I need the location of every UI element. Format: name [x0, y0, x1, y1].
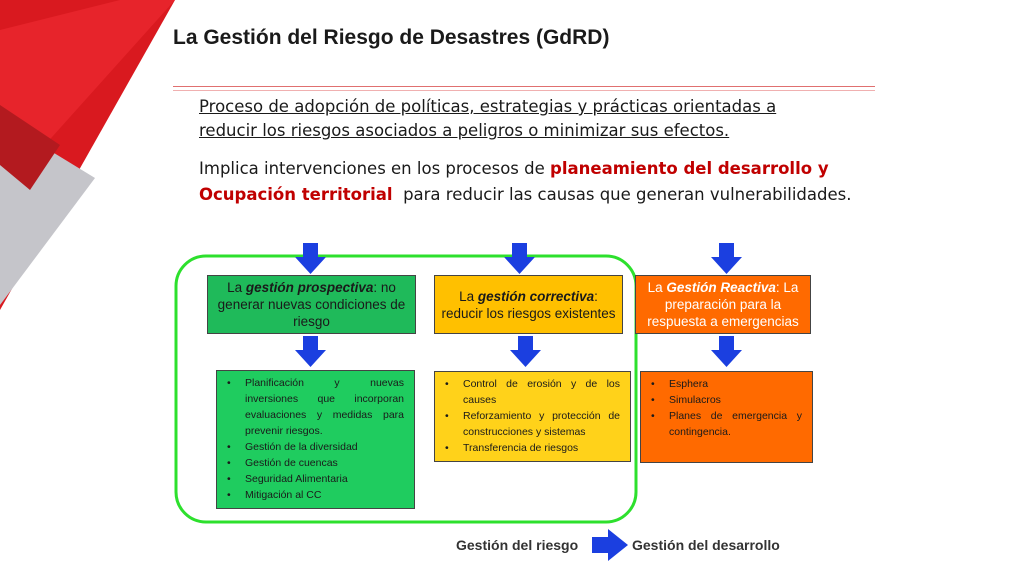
reactiva-list: [640, 371, 813, 463]
arrow-down-icon: [504, 243, 535, 274]
footer-left-label: Gestión del riesgo: [456, 537, 579, 553]
list-item: • Seguridad Alimentaria: [223, 471, 404, 487]
reactiva-box: [635, 275, 811, 334]
list-item: • Simulacros: [647, 392, 802, 408]
correctiva-name: gestión correctiva: [477, 288, 595, 304]
list-item: • Mitigación al CC: [223, 487, 404, 503]
correctiva-box: [434, 275, 623, 334]
prospectiva-box: [207, 275, 416, 334]
implies-highlight-2: Ocupación territorial: [199, 185, 393, 204]
reactiva-name: Gestión Reactiva: [666, 280, 776, 295]
implies-post: para reducir las causas que generan vulnerabilidades.: [392, 185, 852, 204]
reactiva-post: : La preparación para la respuesta a emergencias: [647, 280, 799, 329]
prospectiva-pre: La: [227, 280, 246, 295]
prospectiva-list: [216, 370, 415, 509]
list-item: • Transferencia de riesgos: [441, 440, 620, 456]
arrow-down-icon: [711, 336, 742, 367]
arrow-down-icon: [295, 336, 326, 367]
implies-pre: Implica intervenciones en los procesos de: [199, 159, 551, 178]
correctiva-post: : reducir los riesgos existentes: [441, 288, 616, 321]
list-item: • Esphera: [647, 376, 802, 392]
arrow-down-icon: [295, 243, 326, 274]
list-item: • Gestión de la diversidad: [223, 439, 404, 455]
implies-highlight-1: planeamiento del desarrollo y: [550, 159, 829, 178]
prospectiva-name: gestión prospectiva: [245, 280, 374, 295]
prospectiva-post: : no generar nuevas condiciones de riesgo: [217, 280, 406, 329]
list-item: • Planificación y nuevas inversiones que incorporan evaluaciones y medidas para prevenir riesgos.: [223, 375, 404, 439]
arrow-down-icon: [510, 336, 541, 367]
list-item: • Gestión de cuencas: [223, 455, 404, 471]
arrow-right-icon: [592, 529, 628, 561]
list-item: • Control de erosión y de los causes: [441, 376, 620, 408]
list-item: • Planes de emergencia y contingencia.: [647, 408, 802, 440]
definition-text: Proceso de adopción de políticas, estrategias y prácticas orientadas a reducir los riesgos asociados a peligros o minimizar sus efectos.: [199, 97, 777, 140]
footer-right-label: Gestión del desarrollo: [632, 537, 780, 553]
correctiva-pre: La: [459, 288, 478, 304]
arrow-down-icon: [711, 243, 742, 274]
list-item: • Reforzamiento y protección de construcciones y sistemas: [441, 408, 620, 440]
correctiva-list: [434, 371, 631, 462]
page-title: La Gestión del Riesgo de Desastres (GdRD): [173, 26, 610, 49]
reactiva-pre: La: [647, 280, 667, 295]
